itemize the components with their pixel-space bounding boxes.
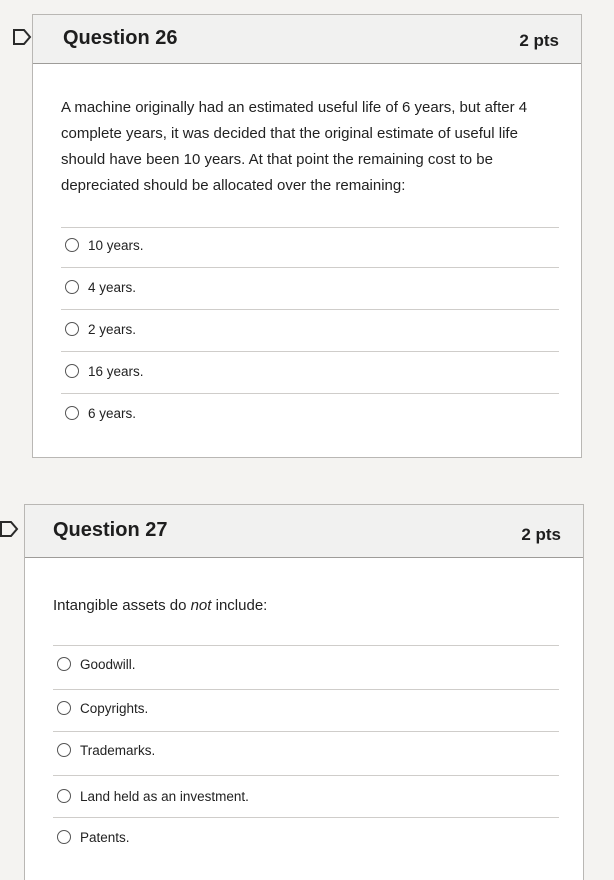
answer-divider (53, 731, 559, 732)
answer-divider (53, 817, 559, 818)
answer-divider (61, 393, 559, 394)
answer-divider (61, 267, 559, 268)
question-26-points: 2 pts (519, 31, 559, 50)
radio-button[interactable] (65, 364, 79, 378)
question-26-title: Question 26 (63, 27, 178, 49)
answer-option[interactable] (57, 784, 249, 808)
answer-divider (53, 775, 559, 776)
question-27-points: 2 pts (521, 525, 561, 544)
answer-label: 6 years. (88, 405, 137, 421)
answer-option[interactable] (65, 233, 144, 257)
answer-option[interactable] (57, 696, 148, 720)
question-26-header (33, 15, 581, 64)
radio-button[interactable] (57, 701, 71, 715)
radio-button[interactable] (65, 280, 79, 294)
answer-label: 2 years. (88, 321, 137, 337)
question-27-header (25, 505, 583, 558)
flag-question-icon[interactable] (12, 28, 32, 46)
answer-divider (53, 645, 559, 646)
question-27-text-emphasis: not (190, 597, 212, 614)
question-26-text: A machine originally had an estimated useful life of 6 years, but after 4 complete years, it was decided that the original estimate of useful life should have been 10 years. At that point the remaining cost to be depreciated should be allocated over the remaining: (61, 99, 528, 194)
answer-option[interactable] (65, 359, 144, 383)
question-27-text-before: Intangible assets do (53, 597, 191, 614)
answer-divider (61, 309, 559, 310)
answer-divider (53, 689, 559, 690)
answer-option[interactable] (57, 738, 155, 762)
radio-button[interactable] (65, 238, 79, 252)
answer-label: Copyrights. (80, 700, 149, 716)
answer-divider (61, 227, 559, 228)
question-27-text-after: include: (211, 597, 268, 614)
radio-button[interactable] (57, 743, 71, 757)
answer-option[interactable] (65, 317, 136, 341)
question-27-title: Question 27 (53, 519, 168, 541)
answer-option[interactable] (57, 652, 136, 676)
answer-option[interactable] (65, 401, 136, 425)
answer-label: 16 years. (88, 363, 144, 379)
radio-button[interactable] (57, 789, 71, 803)
answer-label: 4 years. (88, 279, 137, 295)
question-26-card (32, 14, 582, 458)
answer-label: 10 years. (88, 237, 144, 253)
answer-divider (61, 351, 559, 352)
question-27-text (53, 593, 553, 619)
answer-label: Land held as an investment. (80, 788, 249, 804)
answer-label: Patents. (80, 829, 130, 845)
radio-button[interactable] (57, 830, 71, 844)
answer-option[interactable] (65, 275, 136, 299)
answer-label: Goodwill. (80, 656, 136, 672)
answer-label: Trademarks. (80, 742, 156, 758)
question-27-card (24, 504, 584, 880)
radio-button[interactable] (65, 322, 79, 336)
answer-option[interactable] (57, 825, 130, 849)
radio-button[interactable] (65, 406, 79, 420)
radio-button[interactable] (57, 657, 71, 671)
flag-question-icon[interactable] (0, 520, 20, 538)
